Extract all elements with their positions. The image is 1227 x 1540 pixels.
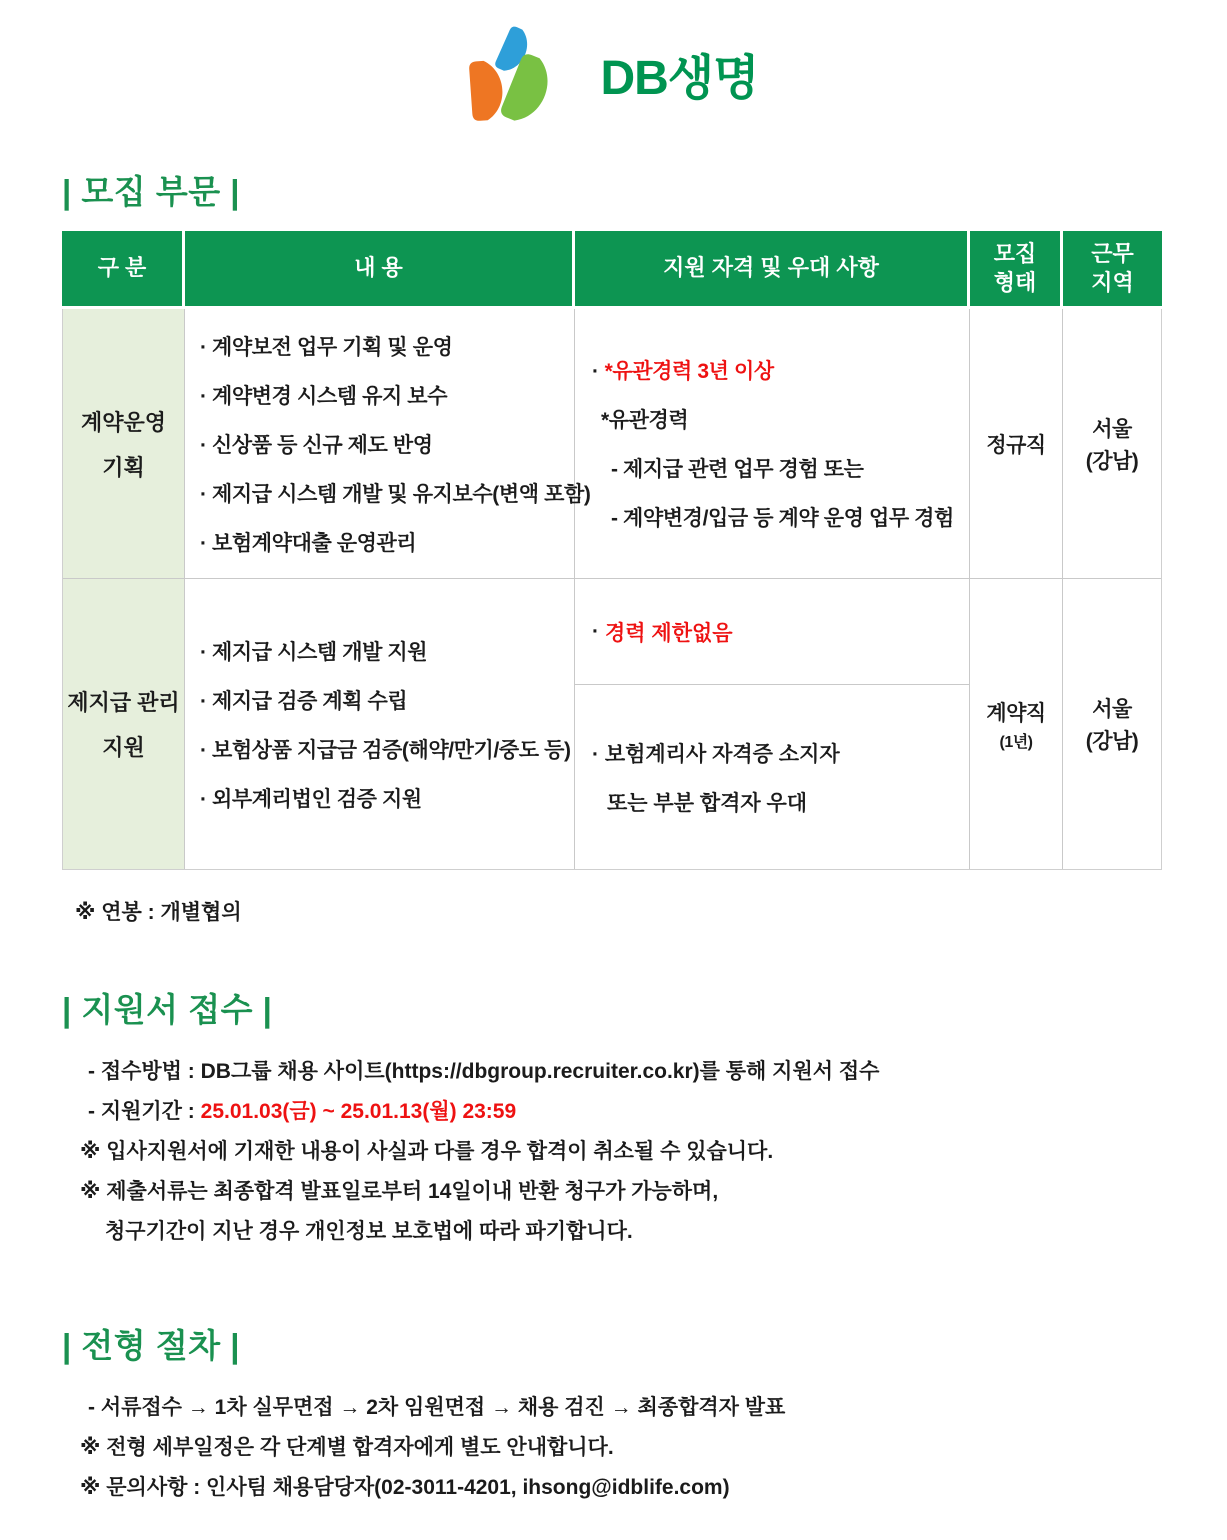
apply-note: ※ 제출서류는 최종합격 발표일로부터 14일이내 반환 청구가 가능하며, (80, 1180, 719, 1203)
apply-note: 청구기간이 지난 경우 개인정보 보호법에 따라 파기합니다. (105, 1220, 633, 1243)
logo-text: DB생명 (600, 51, 759, 105)
table-header-location: 근무 지역 (1063, 231, 1162, 306)
employment-type: 정규직 (986, 433, 1046, 457)
duty-item: · 제지급 시스템 개발 및 유지보수(변액 포함) (200, 482, 591, 506)
table-header-duties: 내 용 (185, 231, 575, 306)
category-cell: 계약운영 기획 (63, 309, 185, 579)
qualification-item: - 계약변경/입금 등 계약 운영 업무 경험 (611, 507, 954, 530)
category-cell: 제지급 관리 지원 (63, 579, 185, 869)
apply-period-line: - 지원기간 : 25.01.03(금) ~ 25.01.13(월) 23:59 (88, 1100, 517, 1123)
qualifications-cell (575, 579, 970, 869)
qualification-item: · *유관경력 3년 이상 (592, 360, 774, 383)
qualification-item: *유관경력 (601, 409, 689, 432)
work-location-cell: 서울 (강남) (1085, 698, 1139, 753)
employment-type-cell (970, 309, 1063, 579)
apply-method-line: - 접수방법 : DB그룹 채용 사이트(https://dbgroup.recruiter.co.kr)를 통해 지원서 접수 (88, 1060, 880, 1083)
process-note: ※ 전형 세부일정은 각 단계별 합격자에게 별도 안내합니다. (80, 1436, 614, 1459)
duty-item: · 외부계리법인 검증 지원 (200, 787, 422, 811)
duty-item: · 보험계약대출 운영관리 (200, 531, 417, 555)
salary-note: ※ 연봉 : 개별협의 (75, 901, 242, 924)
apply-note: ※ 입사지원서에 기재한 내용이 사실과 다를 경우 합격이 취소될 수 있습니다. (80, 1140, 774, 1163)
apply-period-value: 25.01.03(금) ~ 25.01.13(월) 23:59 (200, 1100, 517, 1123)
process-note: ※ 문의사항 : 인사팀 채용담당자(02-3011-4201, ihsong@idblife.com) (80, 1476, 730, 1499)
duties-cell (185, 579, 575, 869)
process-lines (62, 1395, 1165, 1500)
apply-lines (62, 1059, 1165, 1244)
employment-type: 계약직 (986, 701, 1046, 725)
qualifications-cell (575, 309, 970, 579)
section-title-process: | 전형 절차 | (62, 1327, 240, 1364)
table-header-category: 구 분 (62, 231, 185, 306)
recruit-table (62, 231, 1162, 870)
duties-cell (185, 309, 591, 579)
db-logo-mark-icon (468, 25, 596, 121)
table-row (63, 309, 1161, 579)
duty-item: · 계약보전 업무 기획 및 운영 (200, 335, 453, 359)
section-title-recruit: | 모집 부문 | (62, 173, 240, 210)
table-header-qualifications: 지원 자격 및 우대 사항 (575, 231, 970, 306)
table-header-employment-type: 모집 형태 (970, 231, 1063, 306)
db-logo (0, 0, 1227, 118)
duty-item: · 보험상품 지급금 검증(해약/만기/중도 등) (200, 738, 571, 762)
qualification-item: - 제지급 관련 업무 경험 또는 (611, 458, 864, 481)
duty-item: · 제지급 검증 계획 수립 (200, 689, 408, 713)
section-title-apply: | 지원서 접수 | (62, 991, 273, 1028)
qualification-item: · 경력 제한없음 (575, 579, 969, 685)
work-location-cell: 서울 (강남) (1063, 309, 1161, 579)
qualification-item: · 보험계리사 자격증 소지자 또는 부분 합격자 우대 (592, 742, 840, 815)
table-header-row (62, 231, 1162, 306)
employment-type-note: (1년) (999, 733, 1033, 751)
table-body (62, 309, 1162, 870)
employment-type-cell (970, 579, 1063, 869)
process-steps-line: - 서류접수 → 1차 실무면접 → 2차 임원면접 → 채용 검진 → 최종합격자 발표 (88, 1396, 786, 1419)
duty-item: · 신상품 등 신규 제도 반영 (200, 433, 433, 457)
duty-item: · 제지급 시스템 개발 지원 (200, 640, 428, 664)
duty-item: · 계약변경 시스템 유지 보수 (200, 384, 448, 408)
table-row (63, 579, 1161, 869)
